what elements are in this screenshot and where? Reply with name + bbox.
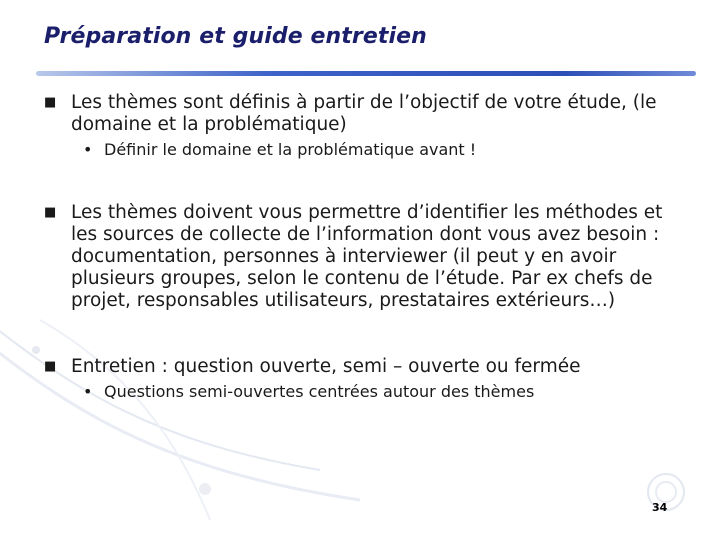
sub-bullet-item [44, 140, 684, 160]
round-bullet-icon: • [83, 140, 93, 159]
title-divider [36, 71, 696, 76]
square-bullet-icon: ■ [44, 95, 57, 110]
slide-content [44, 92, 684, 402]
sub-bullet-item [44, 382, 684, 402]
square-bullet-icon: ■ [44, 205, 57, 220]
page-number: 34 [652, 501, 668, 514]
bullet-text: Les thèmes sont définis à partir de l’objectif de votre étude, (le domaine et la problématique) [71, 92, 657, 135]
bullet-item [44, 202, 684, 312]
bullet-item [44, 356, 684, 378]
square-bullet-icon: ■ [44, 359, 57, 374]
sub-bullet-text: Questions semi-ouvertes centrées autour des thèmes [104, 382, 535, 401]
bullet-text: Les thèmes doivent vous permettre d’identifier les méthodes et les sources de collecte de l’information dont vous avez besoin : documentation, personnes à interviewer (il peut y en avoir plusieurs groupes, selon le contenu de l’étude. Par ex chefs de projet, responsables utilisateurs, prestataires extérieurs…) [71, 202, 663, 311]
round-bullet-icon: • [83, 382, 93, 401]
bullet-item [44, 92, 684, 136]
bullet-text: Entretien : question ouverte, semi – ouverte ou fermée [71, 356, 581, 377]
slide-title: Préparation et guide entretien [44, 24, 427, 49]
sub-bullet-text: Définir le domaine et la problématique avant ! [104, 140, 477, 159]
